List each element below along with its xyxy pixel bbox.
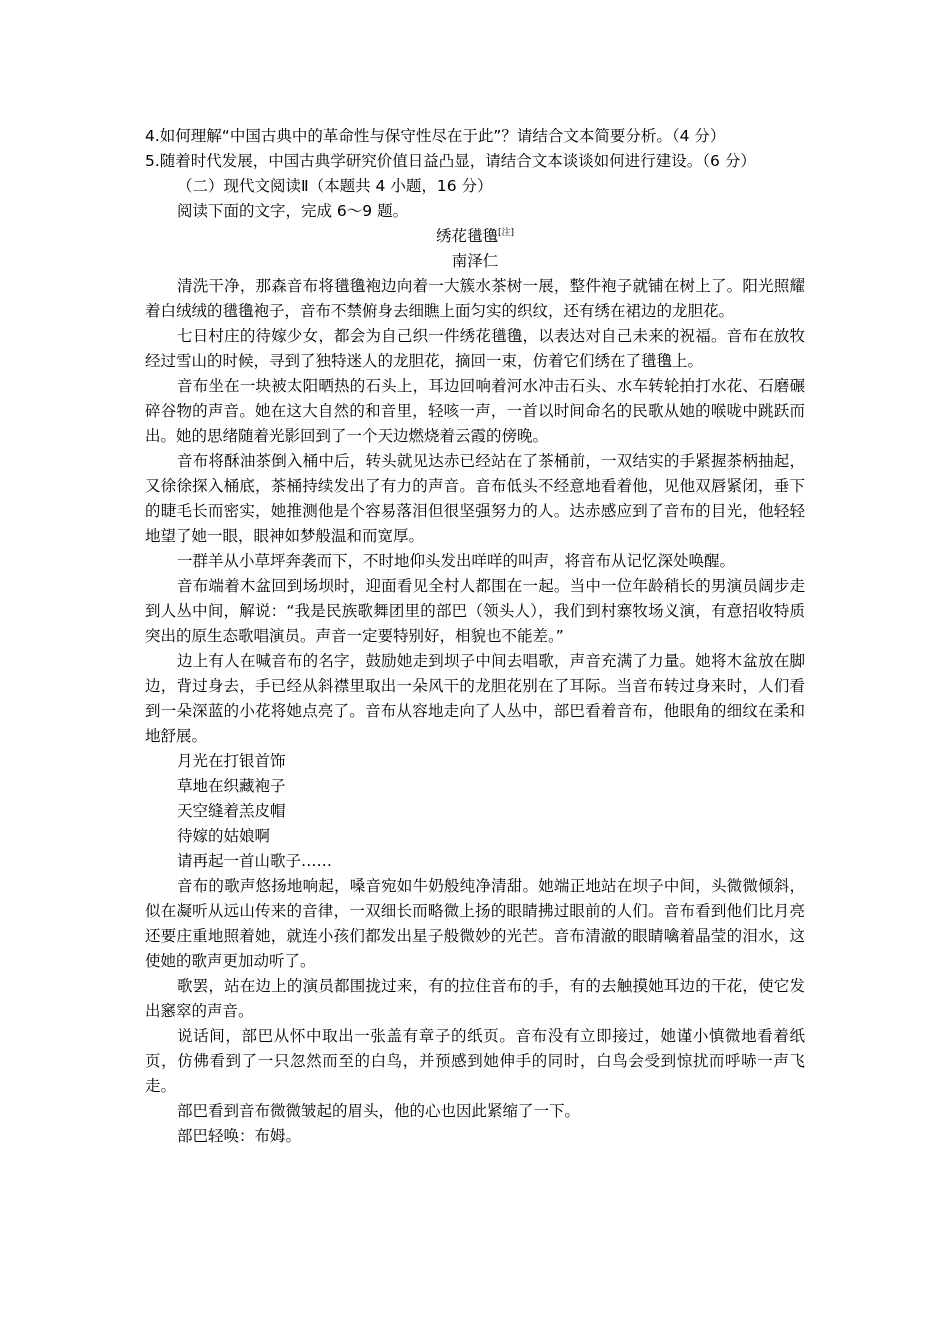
poem-line: 草地在织藏袍子 bbox=[177, 777, 286, 795]
paragraph: 音布的歌声悠扬地响起，嗓音宛如牛奶般纯净清甜。她端正地站在坝子中间，头微微倾斜，似在凝听从远山传来的音律，一双细长而略微上扬的眼睛拂过眼前的人们。音布看到他们比月亮还要庄重地照着她，就连小孩们都发出星子般微妙的光芒。音布清澈的眼睛噙着晶莹的泪水，这使她的歌声更加动听了。 bbox=[145, 877, 805, 970]
paragraph: 清洗干净，那森音布将氆氇袍边向着一大簇水茶树一展，整件袍子就铺在树上了。阳光照耀着白绒绒的氆氇袍子，音布不禁俯身去细瞧上面匀实的织纹，还有绣在裙边的龙胆花。 bbox=[145, 277, 805, 320]
paragraph: 部巴轻唤：布姆。 bbox=[177, 1127, 302, 1145]
article-title bbox=[145, 224, 805, 249]
section-heading: （二）现代文阅读Ⅱ（本题共 4 小题，16 分） bbox=[177, 177, 493, 195]
poem-line: 待嫁的姑娘啊 bbox=[177, 827, 271, 845]
question-5: 5.随着时代发展，中国古典学研究价值日益凸显，请结合文本谈谈如何进行建设。（6 分） bbox=[145, 152, 756, 170]
paragraph: 歌罢，站在边上的演员都围拢过来，有的拉住音布的手，有的去触摸她耳边的干花，使它发出窸窣的声音。 bbox=[145, 977, 805, 1020]
question-4: 4.如何理解“中国古典中的革命性与保守性尽在于此”？请结合文本简要分析。（4 分） bbox=[145, 127, 726, 145]
paragraph: 七日村庄的待嫁少女，都会为自己织一件绣花氆氇，以表达对自己未来的祝福。音布在放牧经过雪山的时候，寻到了独特迷人的龙胆花，摘回一束，仿着它们绣在了氆氇上。 bbox=[145, 327, 805, 370]
paragraph: 音布坐在一块被太阳晒热的石头上，耳边回响着河水冲击石头、水车转轮拍打水花、石磨碾碎谷物的声音。她在这大自然的和音里，轻咳一声，一首以时间命名的民歌从她的喉咙中跳跃而出。她的思绪随着光影回到了一个天边燃烧着云霞的傍晚。 bbox=[145, 377, 805, 445]
section-instruction: 阅读下面的文字，完成 6～9 题。 bbox=[177, 202, 409, 220]
paragraph: 部巴看到音布微微皱起的眉头，他的心也因此紧缩了一下。 bbox=[177, 1102, 581, 1120]
poem-line: 请再起一首山歌子…… bbox=[177, 852, 333, 870]
document-page bbox=[145, 124, 805, 1149]
paragraph: 一群羊从小草坪奔袭而下，不时地仰头发出咩咩的叫声，将音布从记忆深处唤醒。 bbox=[177, 552, 736, 570]
paragraph: 音布端着木盆回到场坝时，迎面看见全村人都围在一起。当中一位年龄稍长的男演员阔步走到人丛中间，解说：“我是民族歌舞团里的部巴（领头人），我们到村寨牧场义演，有意招收特质突出的原生态歌唱演员。声音一定要特别好，相貌也不能差。” bbox=[145, 577, 805, 645]
paragraph: 说话间，部巴从怀中取出一张盖有章子的纸页。音布没有立即接过，她谨小慎微地看着纸页，仿佛看到了一只忽然而至的白鸟，并预感到她伸手的同时，白鸟会受到惊扰而呼哧一声飞走。 bbox=[145, 1027, 805, 1095]
paragraph: 音布将酥油茶倒入桶中后，转头就见达赤已经站在了茶桶前，一双结实的手紧握茶柄抽起，又徐徐探入桶底，茶桶持续发出了有力的声音。音布低头不经意地看着他，见他双唇紧闭，垂下的睫毛长而密实，她推测他是个容易落泪但很坚强努力的人。达赤感应到了音布的目光，他轻轻地望了她一眼，眼神如梦般温和而宽厚。 bbox=[145, 452, 805, 545]
article-title-text: 绣花氆氇 bbox=[435, 227, 498, 245]
poem-line: 月光在打银首饰 bbox=[177, 752, 286, 770]
note-mark: [注] bbox=[497, 228, 515, 238]
article-author: 南泽仁 bbox=[451, 252, 499, 270]
paragraph: 边上有人在喊音布的名字，鼓励她走到坝子中间去唱歌，声音充满了力量。她将木盆放在脚边，背过身去，手已经从斜襟里取出一朵风干的龙胆花别在了耳际。当音布转过身来时，人们看到一朵深蓝的小花将她点亮了。音布从容地走向了人丛中，部巴看着音布，他眼角的细纹在柔和地舒展。 bbox=[145, 652, 805, 745]
poem-line: 天空缝着羔皮帽 bbox=[177, 802, 286, 820]
